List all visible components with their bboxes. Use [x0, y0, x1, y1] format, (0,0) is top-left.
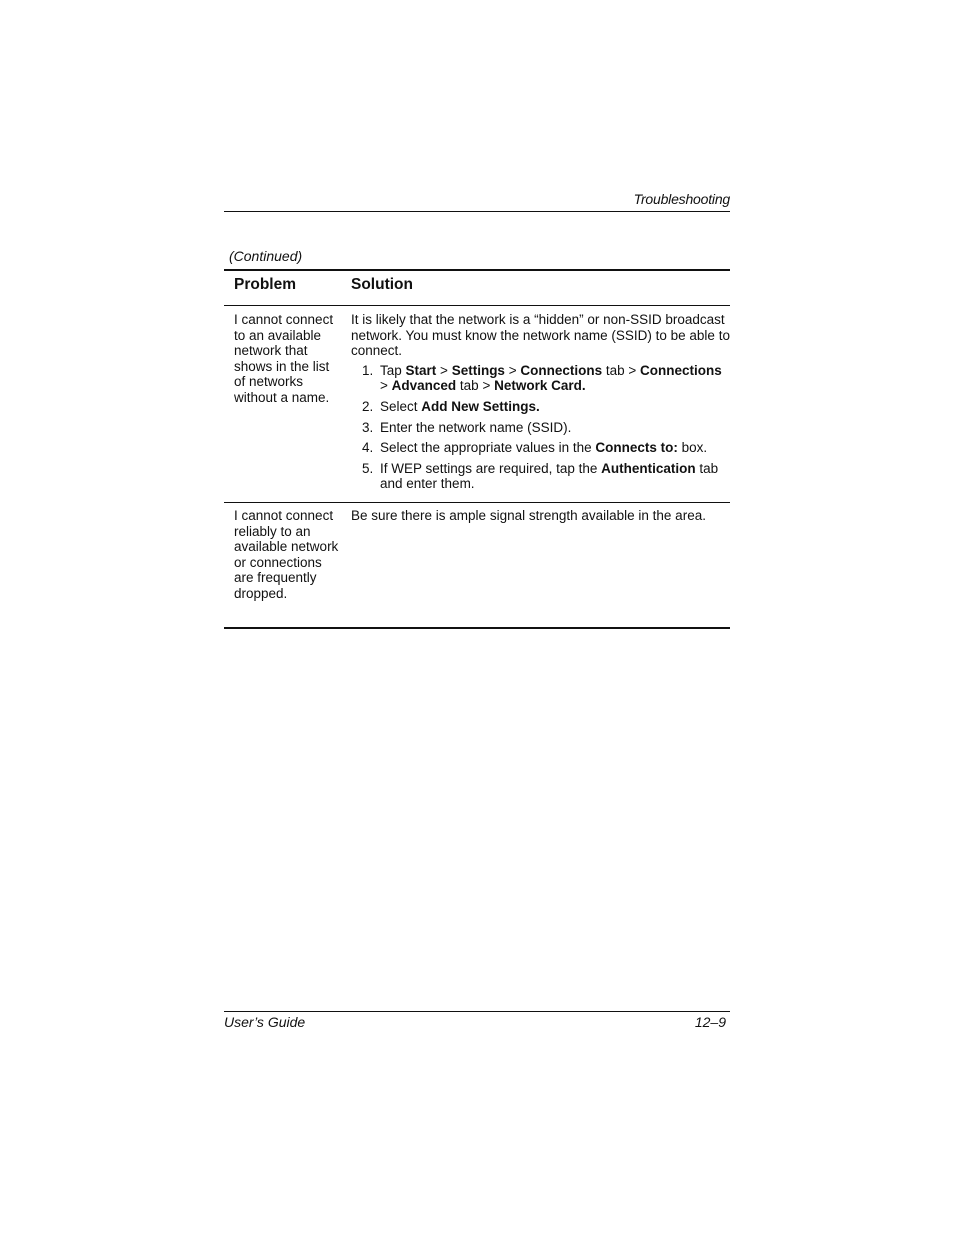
row-1-steps-list	[351, 363, 731, 492]
step-text: >	[380, 378, 392, 394]
step-text: Enter the network name (SSID).	[380, 419, 572, 435]
step-item	[351, 399, 731, 415]
step-item	[351, 440, 731, 456]
footer-rule	[224, 1011, 730, 1012]
row-2-problem: I cannot connect reliably to an available network or connections are frequently dropped.	[234, 508, 339, 601]
table-top-rule	[224, 269, 730, 271]
step-bold-text: Start	[405, 362, 437, 378]
row-1-solution-intro: It is likely that the network is a “hidden” or non-SSID broadcast network. You must know the network name (SSID) to be able to connect.	[351, 312, 730, 359]
step-bold-text: Add New Settings.	[421, 398, 540, 414]
header-row-rule	[224, 305, 730, 306]
step-number: 1.	[362, 362, 374, 378]
step-number: 2.	[362, 398, 374, 414]
step-bold-text: Settings	[451, 362, 505, 378]
table-bottom-rule	[224, 627, 730, 629]
step-bold-text: Connects to:	[595, 440, 678, 456]
row-2-solution: Be sure there is ample signal strength available in the area.	[351, 508, 706, 523]
footer-page-number: 12–9	[694, 1014, 726, 1030]
continued-label: (Continued)	[229, 248, 303, 264]
row-1-solution	[351, 312, 731, 497]
step-bold-text: Network Card.	[494, 378, 586, 394]
step-item	[351, 363, 731, 394]
solution-column-header: Solution	[351, 276, 413, 293]
step-text: box.	[677, 440, 708, 456]
step-text: tab >	[602, 362, 641, 378]
step-item	[351, 461, 731, 492]
step-bold-text: Advanced	[391, 378, 457, 394]
running-head: Troubleshooting	[633, 191, 730, 207]
step-number: 4.	[362, 440, 374, 456]
step-text: If WEP settings are required, tap the	[380, 460, 602, 476]
step-bold-text: Connections	[640, 362, 722, 378]
step-number: 3.	[362, 419, 374, 435]
step-bold-text: Authentication	[601, 460, 696, 476]
step-text: >	[504, 362, 521, 378]
step-number: 5.	[362, 460, 374, 476]
step-text: Select	[380, 398, 422, 414]
step-text: Tap	[380, 362, 406, 378]
footer-guide-title: User’s Guide	[224, 1014, 306, 1030]
row-divider	[224, 502, 730, 503]
step-text: >	[436, 362, 452, 378]
row-1-problem: I cannot connect to an available network that shows in the list of networks without a name.	[234, 312, 334, 405]
step-bold-text: Connections	[520, 362, 603, 378]
header-rule	[224, 211, 730, 212]
step-text: tab and enter them.	[380, 460, 719, 492]
step-text: tab >	[456, 378, 495, 394]
step-item	[351, 420, 731, 436]
problem-column-header: Problem	[234, 276, 297, 293]
step-text: Select the appropriate values in the	[380, 440, 596, 456]
